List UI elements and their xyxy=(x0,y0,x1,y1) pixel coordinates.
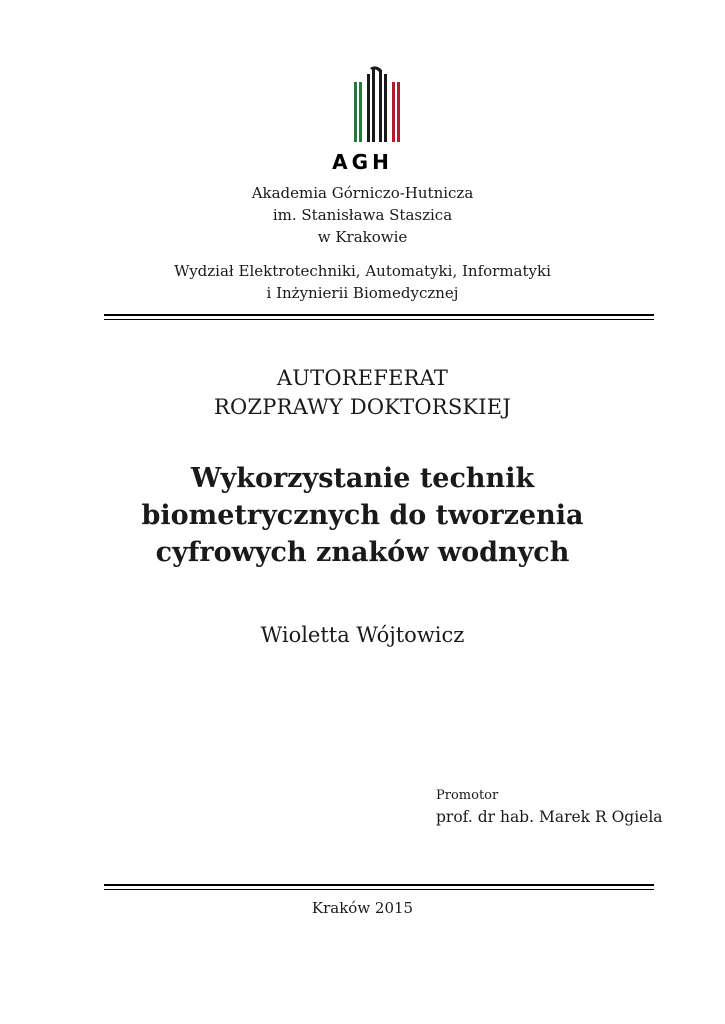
thesis-title-line2: biometrycznych do tworzenia xyxy=(141,500,584,531)
top-rule-thick xyxy=(104,314,654,316)
agh-emblem-icon xyxy=(340,62,410,152)
logo-wordmark: AGH xyxy=(332,150,393,174)
document-type-line1: AUTOREFERAT xyxy=(276,366,449,390)
bottom-rule-thick xyxy=(104,884,654,886)
author-name: Wioletta Wójtowicz xyxy=(260,623,465,647)
thesis-title-line1: Wykorzystanie technik xyxy=(190,463,535,494)
institution-name-line2: im. Stanisława Staszica xyxy=(272,206,453,224)
supervisor-name: prof. dr hab. Marek R Ogiela xyxy=(436,808,663,826)
department-line1: Wydział Elektrotechniki, Automatyki, Informatyki xyxy=(174,262,551,280)
institution-name-line1: Akademia Górniczo-Hutnicza xyxy=(251,184,474,202)
document-type-line2: ROZPRAWY DOKTORSKIEJ xyxy=(214,395,511,419)
place-and-date: Kraków 2015 xyxy=(311,899,414,917)
supervisor-label: Promotor xyxy=(436,788,499,803)
bottom-rule-thin xyxy=(104,889,654,890)
thesis-title-line3: cyfrowych znaków wodnych xyxy=(155,537,570,568)
department-line2: i Inżynierii Biomedycznej xyxy=(266,284,459,302)
institution-city: w Krakowie xyxy=(317,228,408,246)
top-rule-thin xyxy=(104,319,654,320)
